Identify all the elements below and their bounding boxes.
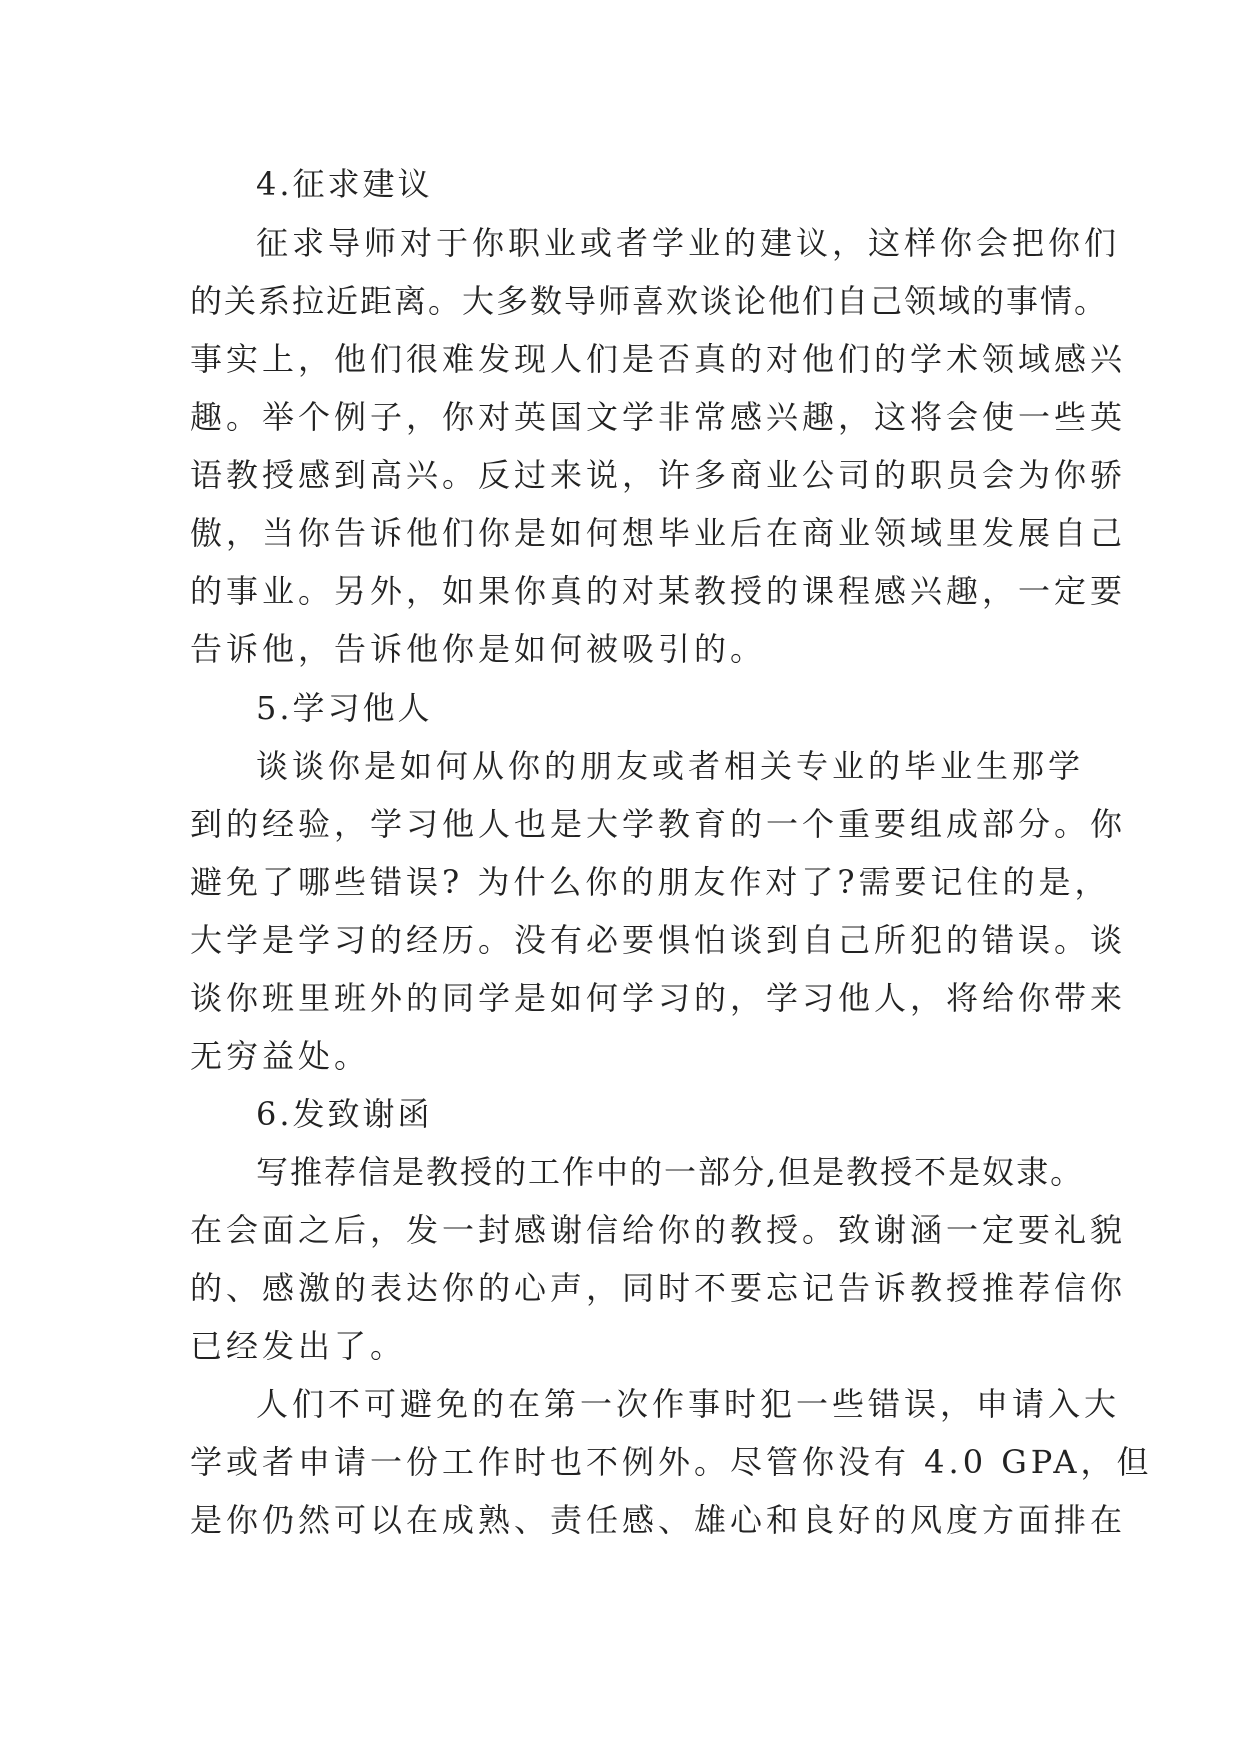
paragraph-line: 语教授感到高兴。反过来说，许多商业公司的职员会为你骄 — [190, 456, 1127, 494]
section-heading-6: 6.发致谢函 — [256, 1095, 433, 1133]
section-heading-4: 4.征求建议 — [256, 165, 433, 203]
paragraph-line: 傲，当你告诉他们你是如何想毕业后在商业领域里发展自己 — [190, 514, 1127, 552]
paragraph-line: 人们不可避免的在第一次作事时犯一些错误，申请入大 — [256, 1385, 1121, 1423]
paragraph-line: 征求导师对于你职业或者学业的建议，这样你会把你们 — [256, 224, 1121, 262]
paragraph-line: 无穷益处。 — [190, 1037, 371, 1075]
paragraph-line: 的关系拉近距离。大多数导师喜欢谈论他们自己领域的事情。 — [190, 282, 1109, 320]
paragraph-line: 的事业。另外，如果你真的对某教授的课程感兴趣，一定要 — [190, 572, 1127, 610]
paragraph-line: 事实上，他们很难发现人们是否真的对他们的学术领域感兴 — [190, 340, 1127, 378]
paragraph-line: 谈你班里班外的同学是如何学习的，学习他人，将给你带来 — [190, 979, 1127, 1017]
paragraph-line: 的、感激的表达你的心声，同时不要忘记告诉教授推荐信你 — [190, 1269, 1127, 1307]
section-heading-5: 5.学习他人 — [256, 689, 433, 727]
paragraph-line: 谈谈你是如何从你的朋友或者相关专业的毕业生那学 — [256, 747, 1085, 785]
paragraph-line: 趣。举个例子，你对英国文学非常感兴趣，这将会使一些英 — [190, 398, 1127, 436]
paragraph-line: 到的经验，学习他人也是大学教育的一个重要组成部分。你 — [190, 805, 1127, 843]
paragraph-line: 是你仍然可以在成熟、责任感、雄心和良好的风度方面排在 — [190, 1501, 1127, 1539]
paragraph-line: 大学是学习的经历。没有必要惧怕谈到自己所犯的错误。谈 — [190, 921, 1127, 959]
paragraph-line: 学或者申请一份工作时也不例外。尽管你没有 4.0 GPA，但 — [190, 1443, 1153, 1481]
paragraph-line: 在会面之后，发一封感谢信给你的教授。致谢涵一定要礼貌 — [190, 1211, 1127, 1249]
paragraph-line: 已经发出了。 — [190, 1327, 407, 1365]
paragraph-line: 写推荐信是教授的工作中的一部分,但是教授不是奴隶。 — [256, 1153, 1085, 1191]
paragraph-line: 告诉他，告诉他你是如何被吸引的。 — [190, 630, 767, 668]
paragraph-line: 避免了哪些错误? 为什么你的朋友作对了?需要记住的是， — [190, 863, 1111, 901]
